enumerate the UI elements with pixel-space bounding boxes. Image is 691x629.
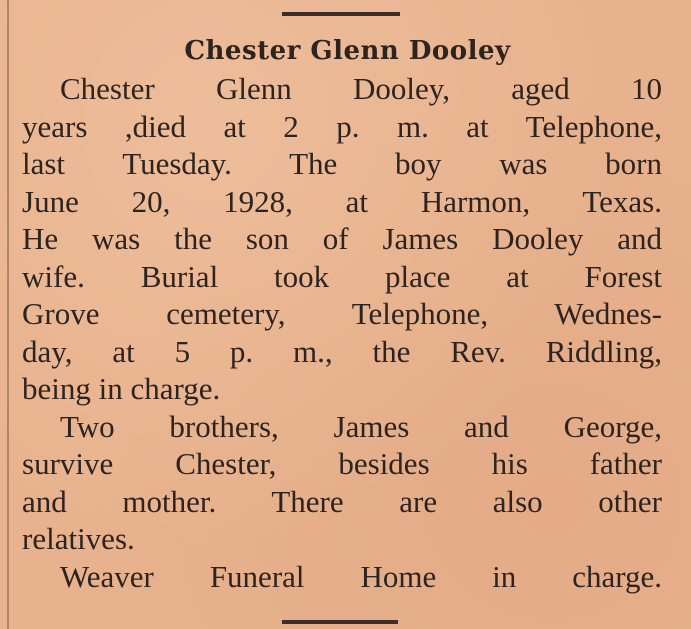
article-line: relatives. [22, 521, 135, 556]
obituary-body [22, 70, 662, 595]
article-line: Two brothers, James and George, [60, 408, 662, 444]
article-line: He was the son of James Dooley and [22, 221, 662, 256]
article-line: years ,died at 2 p. m. at Telephone, [22, 108, 662, 144]
top-divider-rule [282, 12, 400, 16]
article-line: Weaver Funeral Home in charge. [60, 558, 662, 594]
article-line: wife. Burial took place at Forest [22, 258, 662, 294]
bottom-divider-rule [282, 620, 398, 624]
obituary-headline: Chester Glenn Dooley [184, 36, 511, 66]
article-line: Chester Glenn Dooley, aged 10 [60, 71, 662, 106]
article-line: day, at 5 p. m., the Rev. Riddling, [22, 333, 662, 369]
article-line: and mother. There are also other [22, 483, 662, 519]
article-line: survive Chester, besides his father [22, 446, 662, 481]
article-line: being in charge. [22, 371, 221, 406]
column-rule [7, 0, 9, 629]
article-line: Grove cemetery, Telephone, Wednes- [22, 296, 662, 331]
article-line: last Tuesday. The boy was born [22, 146, 662, 181]
article-line: June 20, 1928, at Harmon, Texas. [22, 183, 662, 219]
